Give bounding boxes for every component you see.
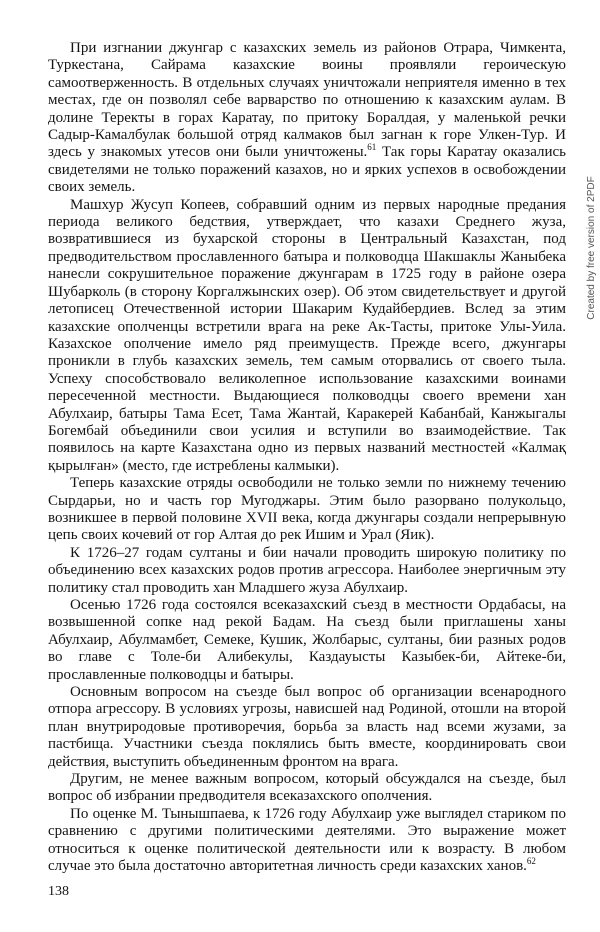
paragraph-1 [48,40,566,197]
body-text [48,40,566,876]
footnote-ref-62[interactable]: 62 [526,856,536,867]
paragraph-8-text: По оценке М. Тынышпаева, к 1726 году Абулхаир уже выглядел стариком по сравнению с другими политическими деятелями. Это выражение может относиться к оценке политической деятельности или к возрасту. В любом случае это была достаточно авторитетная личность среди казахских ханов. [48,805,566,875]
page-number: 138 [48,884,69,899]
paragraph-2: Машхур Жусуп Копеев, собравший одним из первых народные предания периода великого бедствия, утверждает, что казахи Среднего жуза, возвратившиеся из бухарской стороны в Центральный Казахстан, под предводительством прославленного батыра и полководца Шакшаклы Жаныбека нанесли сокрушительное поражение джунгарам в 1725 году в районе озера Шубарколь (в сторону Коргалжынских озер). Об этом свидетельствует и другой летописец Отечественной истории Шакарим Кудайбердиев. Вслед за этим казахские ополченцы встретили врага на реке Ак-Тасты, притоке Улы-Уила. Казахское ополчение имело ряд преимуществ. Прежде всего, джунгары проникли в глубь казахских земель, тем самым оторвались от своего тыла. Успеху способствовало великолепное использование казахскими воинами пересеченной местности. Выдающиеся полководцы своего времени хан Абулхаир, батыры Тама Есет, Тама Жантай, Каракерей Кабанбай, Канжыгалы Богембай объединили свои усилия и вступили во взаимодействие. Так появилось на карте Казахстана одно из первых названий местностей «Калмақ қырылған» (место, где истреблены калмыки). [48,196,566,474]
paragraph-7: Другим, не менее важным вопросом, который обсуждался на съезде, был вопрос об избрании предводителя всеказахского ополчения. [48,771,566,805]
paragraph-1-text: При изгнании джунгар с казахских земель из районов Отрара, Чимкента, Туркестана, Сайрама казахские воины проявляли героическую самоотверженность. В отдельных случаях уничтожали неприятеля именно в тех местах, где он позволял себе варварство по отношению к казахским аулам. В долине Теректы в горах Каратау, по притоку Боралдая, у маленькой речки Садыр-Камалбулак большой отряд калмаков был загнан к горе Улкен-Тур. И здесь у знакомых утесов они были уничтожены. [48,40,566,161]
paragraph-5: Осенью 1726 года состоялся всеказахский съезд в местности Ордабасы, на возвышенной сопке над рекой Бадам. На съезд были приглашены ханы Абулхаир, Абулмамбет, Семеке, Кушик, Жолбарыс, султаны, бии разных родов во главе с Толе-би Алибекулы, Каздауысты Казыбек-би, Айтеке-би, прославленные полководцы и батыры. [48,597,566,683]
paragraph-4: К 1726–27 годам султаны и бии начали проводить широкую политику по объединению всех казахских родов против агрессора. Наиболее энергичным эту политику стал проводить хан Младшего жуза Абулхаир. [48,544,566,596]
paragraph-3: Теперь казахские отряды освободили не только земли по нижнему течению Сырдарьи, но и часть гор Мугоджары. Этим было разорвано полукольцо, возникшее в первой половине XVII века, когда джунгары создали непрерывную цепь своих кочевий от гор Алтая до рек Ишим и Урал (Яик). [48,475,566,544]
watermark: Created by free version of 2PDF [586,176,597,320]
paragraph-1-text-after: Так горы Каратау оказались свидетелями не только поражений казахов, но и ярких успехов в освобождении своих земель. [48,144,566,196]
footnote-ref-61[interactable]: 61 [367,142,377,153]
paragraph-8 [48,806,566,876]
paragraph-6: Основным вопросом на съезде был вопрос об организации всенародного отпора агрессору. В условиях угрозы, нависшей над Родиной, отошли на второй план внутриродовые противоречия, борьба за власть над всеми жузами, за пастбища. Участники съезда поклялись быть вместе, координировать свои действия, выступить объединенным фронтом на врага. [48,684,566,770]
